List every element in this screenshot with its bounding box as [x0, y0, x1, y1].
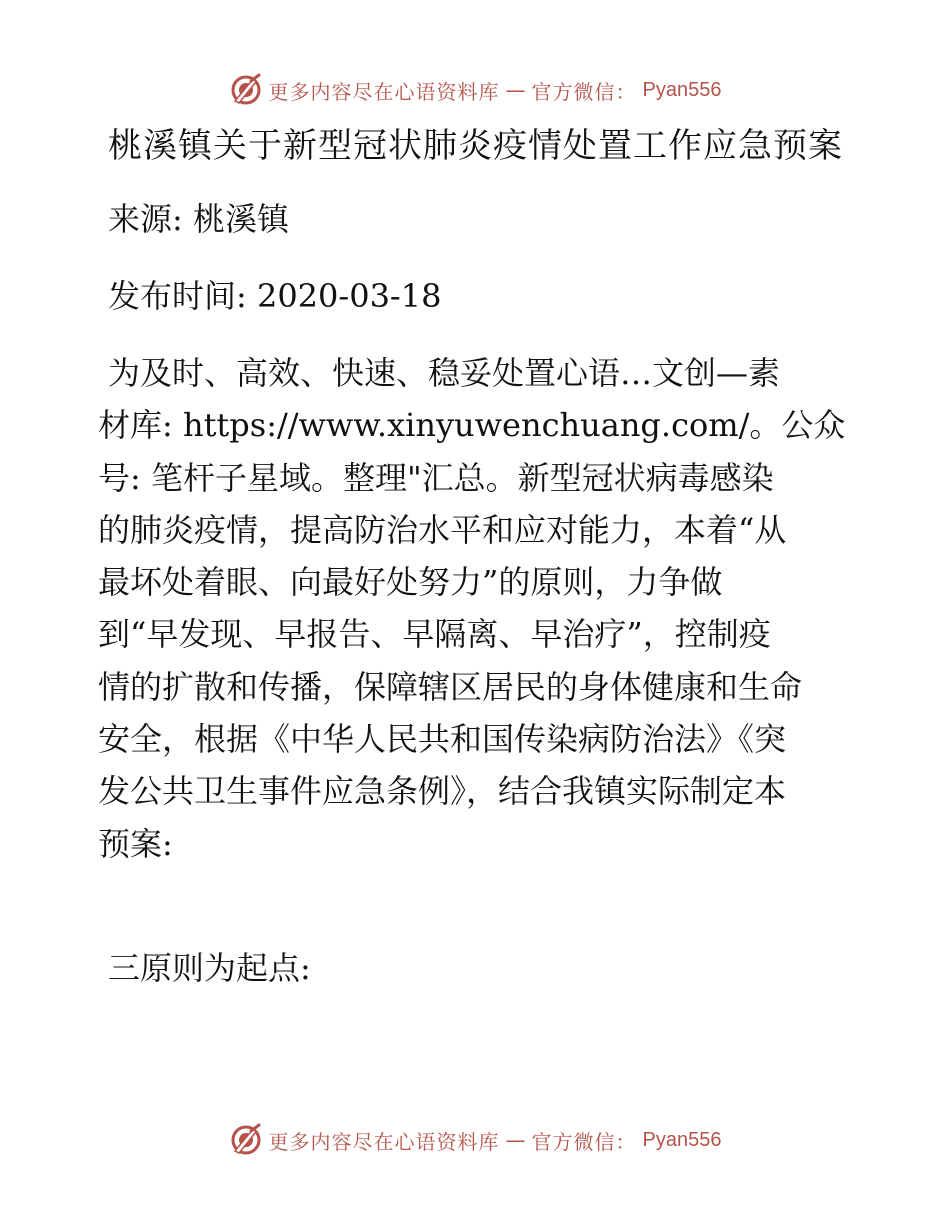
banner-content	[229, 73, 722, 107]
section-heading: 三原则为起点:	[108, 949, 311, 987]
banner-text: 更多内容尽在心语资料库	[268, 1129, 500, 1154]
publish-date-line: 发布时间: 2020-03-18	[108, 277, 442, 315]
body-line: 号: 笔杆子星域。整理"汇总。新型冠状病毒感染	[98, 458, 774, 497]
body-paragraph	[98, 347, 858, 870]
banner-wechat-id: Pyan556	[642, 78, 722, 101]
banner-content	[229, 1123, 722, 1157]
banner-label: 官方微信：	[531, 1129, 637, 1154]
body-line: 为及时、高效、快速、稳妥处置心语…文创—素	[108, 354, 781, 392]
body-line: 发公共卫生事件应急条例》，结合我镇实际制定本	[98, 772, 787, 811]
body-line: 预案:	[98, 824, 173, 863]
body-line: 的肺炎疫情，提高防治水平和应对能力，本着“从	[98, 510, 787, 549]
body-line: 安全，根据《中华人民共和国传染病防治法》《突	[98, 720, 787, 759]
banner-wechat-id: Pyan556	[642, 1128, 722, 1151]
body-line: 情的扩散和传播，保障辖区居民的身体健康和生命	[98, 667, 803, 706]
quill-seal-icon	[229, 1123, 263, 1157]
body-line: 到“早发现、早报告、早隔离、早治疗”，控制疫	[98, 615, 771, 654]
header-banner	[0, 70, 950, 110]
banner-separator: —	[505, 78, 526, 102]
body-line: 材库: https://www.xinyuwenchuang.com/。公众	[98, 406, 846, 445]
body-line: 最坏处着眼、向最好处努力”的原则，力争做	[98, 563, 723, 602]
banner-text: 更多内容尽在心语资料库	[268, 79, 500, 104]
banner-label: 官方微信：	[531, 79, 637, 104]
document-title: 桃溪镇关于新型冠状肺炎疫情处置工作应急预案	[108, 126, 843, 166]
source-line: 来源: 桃溪镇	[108, 200, 289, 238]
banner-separator: —	[505, 1128, 526, 1152]
footer-banner	[0, 1120, 950, 1160]
quill-seal-icon	[229, 73, 263, 107]
